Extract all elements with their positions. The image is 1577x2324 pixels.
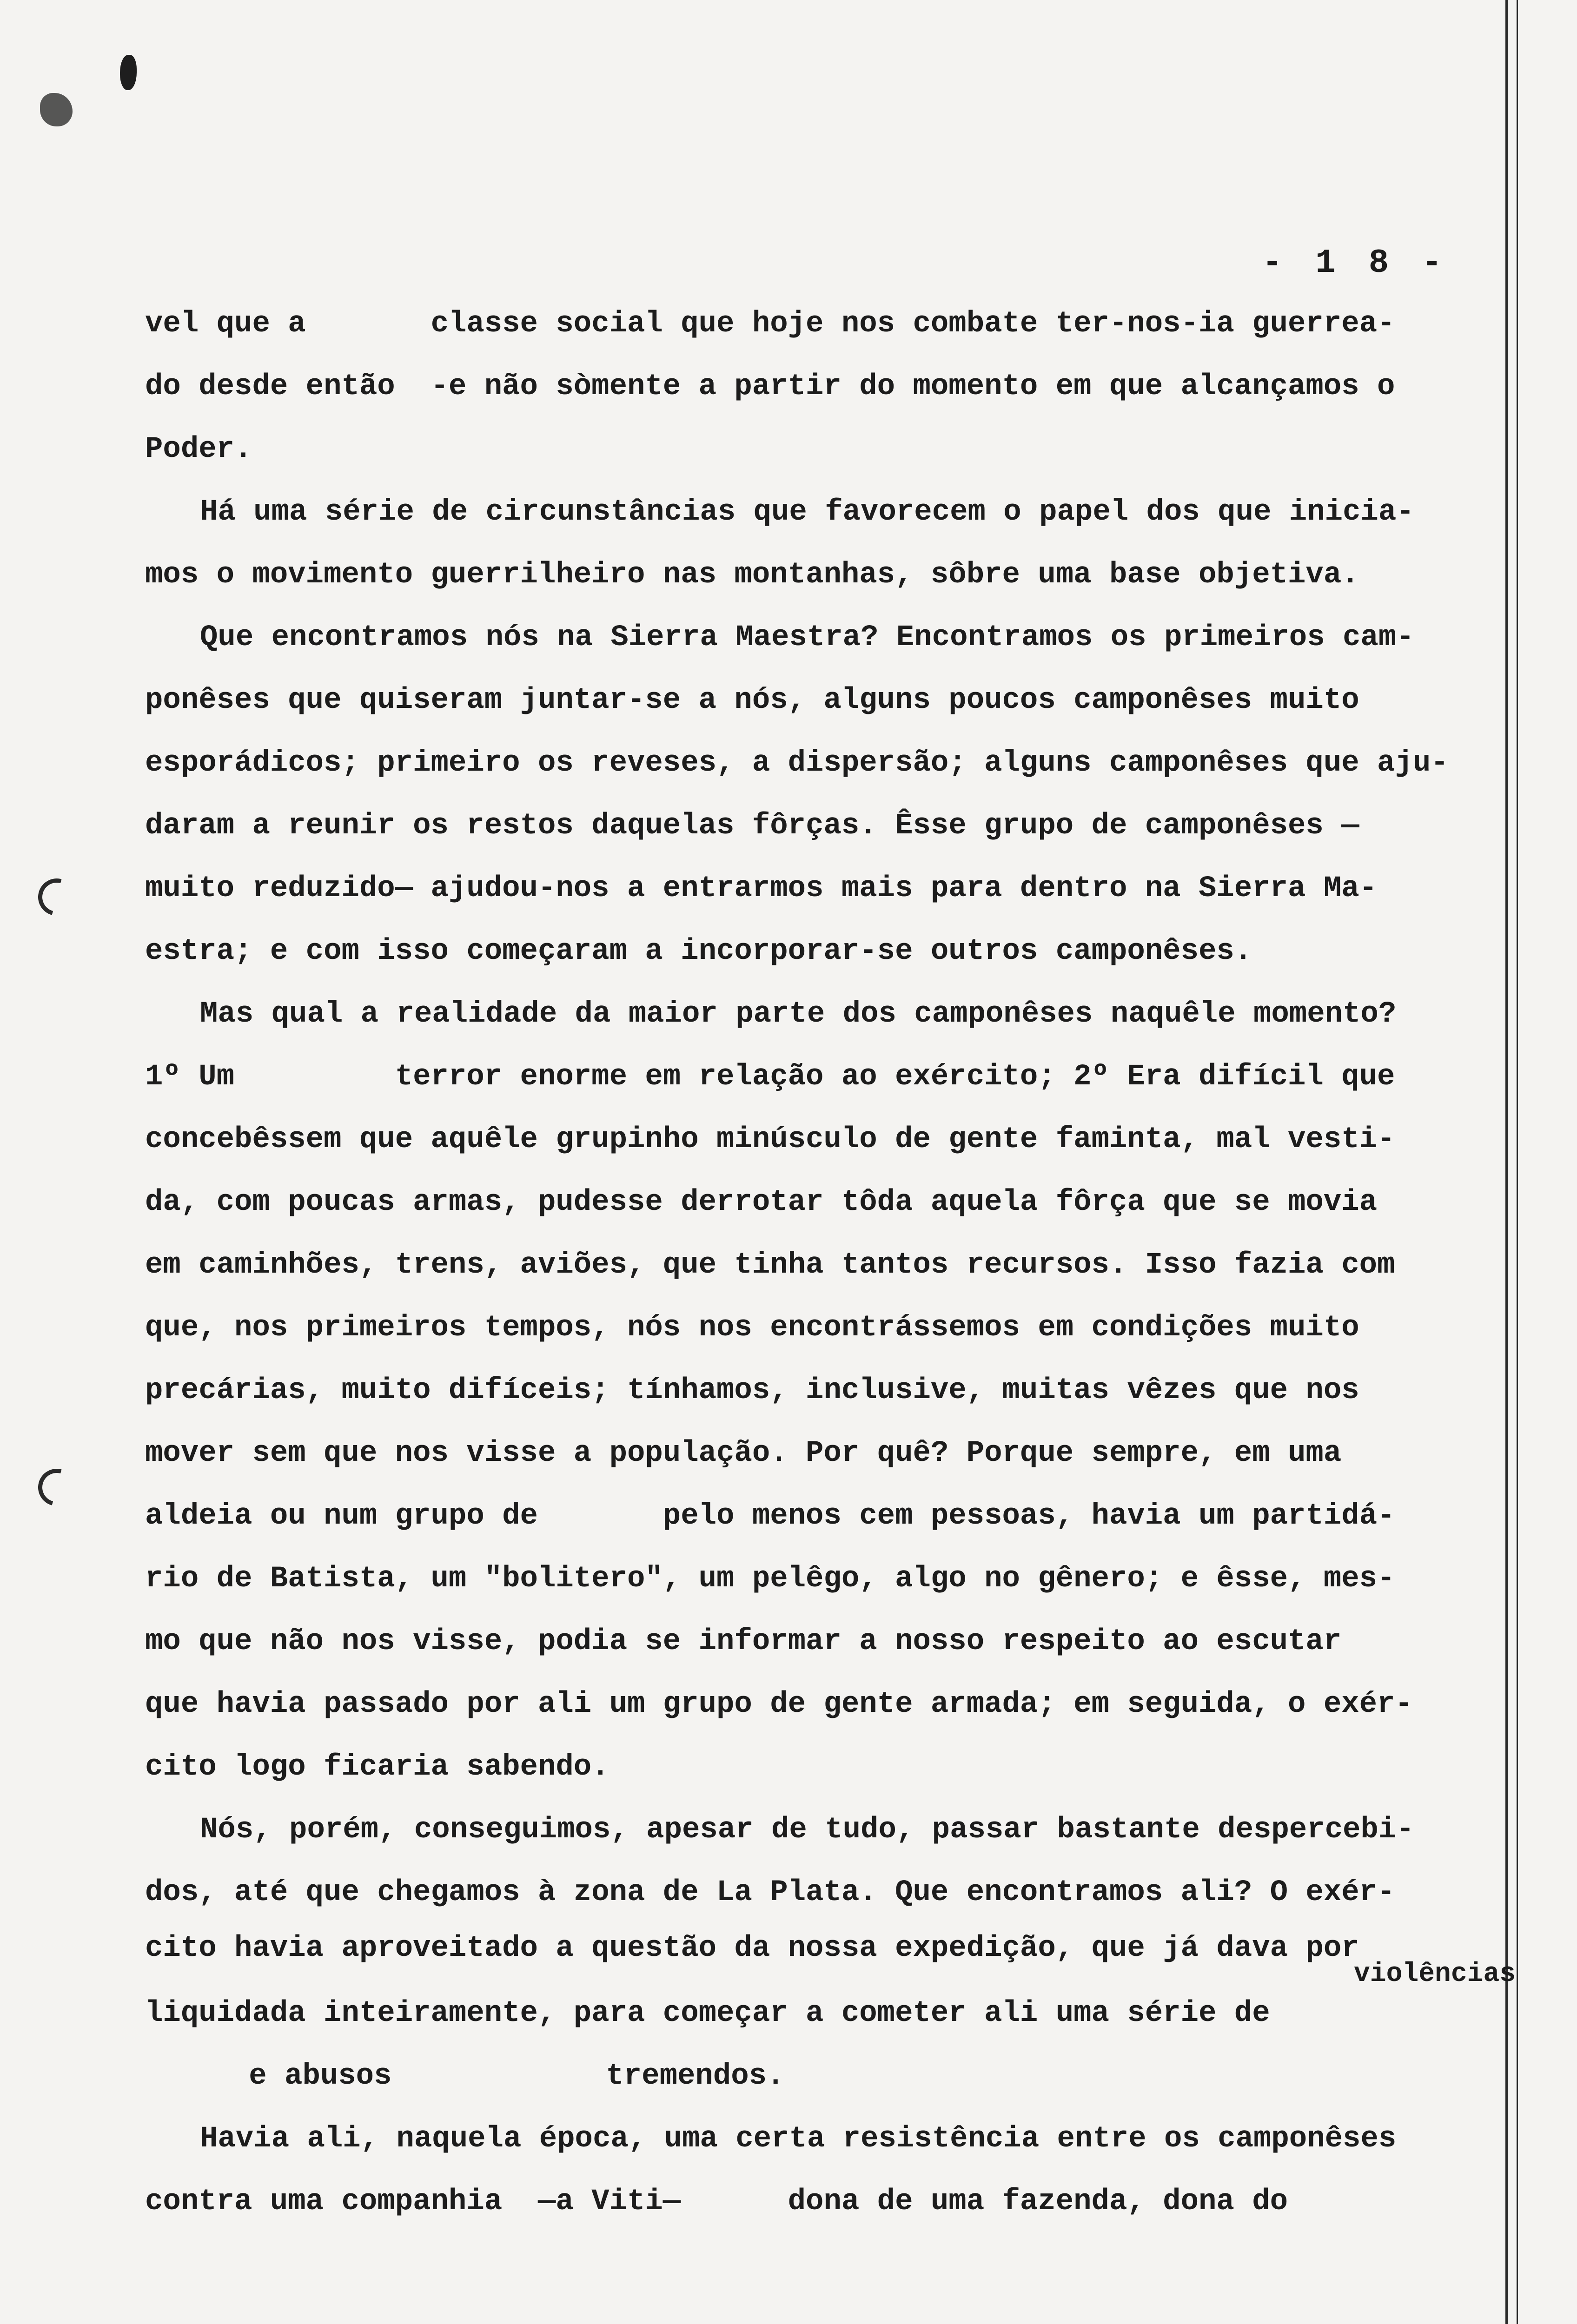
text-line: rio de Batista, um "bolitero", um pelêgo, algo no gênero; e êsse, mes- xyxy=(145,1562,1395,1596)
text-line: cito logo ficaria sabendo. xyxy=(145,1750,610,1784)
text-line: Há uma série de circunstâncias que favorecem o papel dos que inicia- xyxy=(200,495,1414,529)
text-line: Mas qual a realidade da maior parte dos camponêses naquêle momento? xyxy=(200,997,1397,1031)
text-line: em caminhões, trens, aviões, que tinha tantos recursos. Isso fazia com xyxy=(145,1248,1395,1282)
text-line: vel que a classe social que hoje nos combate ter-nos-ia guerrea- xyxy=(145,307,1395,341)
text-line: muito reduzido— ajudou-nos a entrarmos mais para dentro na Sierra Ma- xyxy=(145,872,1378,905)
text-line: dos, até que chegamos à zona de La Plata. Que encontramos ali? O exér- xyxy=(145,1876,1395,1909)
text-line: Havia ali, naquela época, uma certa resistência entre os camponêses xyxy=(200,2122,1397,2156)
text-line: precárias, muito difíceis; tínhamos, inclusive, muitas vêzes que nos xyxy=(145,1374,1359,1407)
text-line: que havia passado por ali um grupo de gente armada; em seguida, o exér- xyxy=(145,1688,1413,1721)
text-line: esporádicos; primeiro os reveses, a dispersão; alguns camponêses que aju- xyxy=(145,746,1449,780)
text-line: e abusos tremendos. xyxy=(195,2060,785,2093)
page-number: - 1 8 - xyxy=(1262,244,1449,282)
text-line: contra uma companhia —a Viti— dona de uma fazenda, dona do xyxy=(145,2185,1288,2218)
text-line: mo que não nos visse, podia se informar a nosso respeito ao escutar xyxy=(145,1625,1342,1658)
ink-blot xyxy=(120,55,137,90)
text-line: aldeia ou num grupo de pelo menos cem pessoas, havia um partidá- xyxy=(145,1499,1395,1533)
text-line: concebêssem que aquêle grupinho minúsculo de gente faminta, mal vesti- xyxy=(145,1123,1395,1156)
ink-smudge xyxy=(40,93,73,126)
punch-hole-mark xyxy=(31,1462,82,1512)
right-border-line xyxy=(1517,0,1518,2324)
text-line: daram a reunir os restos daquelas fôrças. Êsse grupo de camponêses — xyxy=(145,809,1359,843)
text-line: mover sem que nos visse a população. Por quê? Porque sempre, em uma xyxy=(145,1437,1342,1470)
text-line: estra; e com isso começaram a incorporar-se outros camponêses. xyxy=(145,935,1252,968)
text-line: mos o movimento guerrilheiro nas montanhas, sôbre uma base objetiva. xyxy=(145,558,1359,592)
text-line: Que encontramos nós na Sierra Maestra? Encontramos os primeiros cam- xyxy=(200,621,1414,654)
text-line: ponêses que quiseram juntar-se a nós, alguns poucos camponêses muito xyxy=(145,684,1359,717)
text-line: da, com poucas armas, pudesse derrotar tôda aquela fôrça que se movia xyxy=(145,1186,1378,1219)
text-line: liquidada inteiramente, para começar a cometer ali uma série de xyxy=(145,1997,1270,2030)
text-line: Poder. xyxy=(145,433,252,466)
text-line: cito havia aproveitado a questão da nossa expedição, que já dava por xyxy=(145,1932,1359,1965)
text-line: do desde então -e não sòmente a partir do momento em que alcançamos o xyxy=(145,370,1395,403)
text-line: 1º Um terror enorme em relação ao exército; 2º Era difícil que xyxy=(145,1060,1395,1094)
punch-hole-mark xyxy=(31,872,82,922)
text-line: que, nos primeiros tempos, nós nos encontrássemos em condições muito xyxy=(145,1311,1359,1345)
margin-note: violências xyxy=(1354,1959,1516,1989)
text-line: Nós, porém, conseguimos, apesar de tudo, passar bastante despercebi- xyxy=(200,1813,1414,1847)
